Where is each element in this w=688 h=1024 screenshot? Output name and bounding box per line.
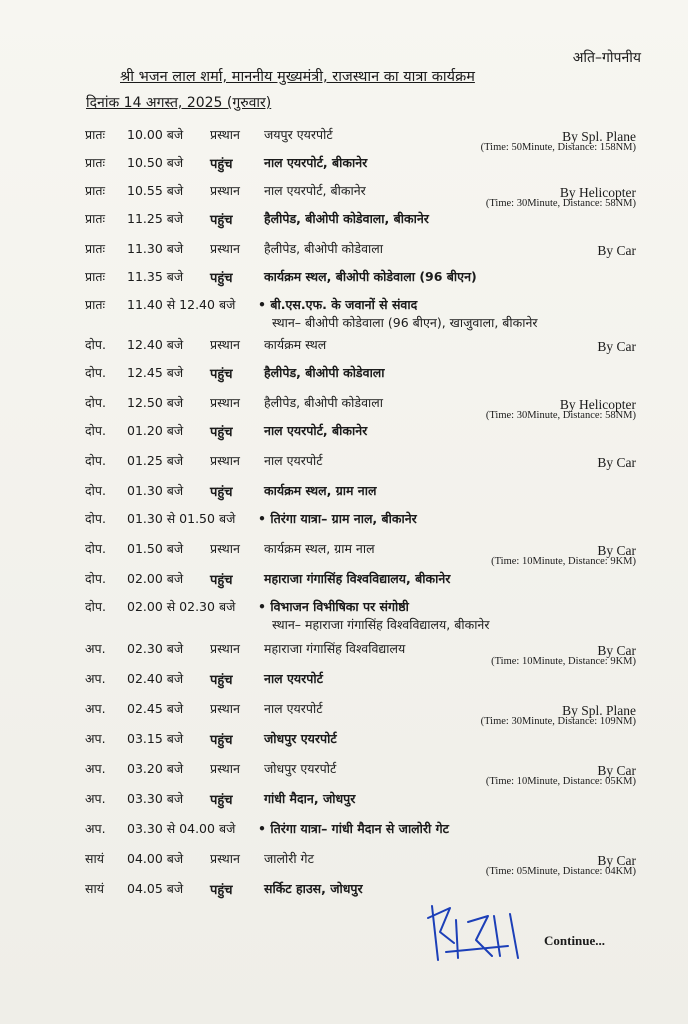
travel-details: (Time: 05Minute, Distance: 04KM) [485,866,636,877]
place-name: जयपुर एयरपोर्ट [264,127,333,142]
time-period: प्रातः [85,183,106,198]
action-type: प्रस्थान [210,183,240,198]
continue-label: Continue... [544,933,606,948]
place-name: कार्यक्रम स्थल, ग्राम नाल [264,483,377,498]
place-name: महाराजा गंगासिंह विश्वविद्यालय [264,641,406,656]
schedule-row [0,540,688,568]
place-name: नाल एयरपोर्ट, बीकानेर [264,183,366,198]
travel-details: (Time: 10Minute, Distance: 9KM) [491,556,636,567]
schedule-row [0,730,688,758]
action-type: पहुंच [210,157,233,172]
travel-mode: By Car [597,243,636,258]
travel-mode: By Spl. Plane [562,703,636,718]
place-name: महाराजा गंगासिंह विश्वविद्यालय, बीकानेर [264,571,451,586]
time-period: दोप. [85,511,106,526]
schedule-row [0,126,688,154]
time-value: 12.50 बजे [127,395,184,410]
time-period: अप. [85,791,106,806]
schedule-row [0,510,688,538]
time-value: 03.30 से 04.00 बजे [127,821,236,836]
schedule-row [0,598,688,632]
action-type: पहुंच [210,793,233,808]
schedule-row [0,700,688,728]
time-value: 03.20 बजे [127,761,184,776]
time-period: अप. [85,731,106,746]
time-period: दोप. [85,337,106,352]
action-type: प्रस्थान [210,761,240,776]
time-value: 10.55 बजे [127,183,184,198]
event-title: • विभाजन विभीषिका पर संगोष्ठी [258,599,409,614]
schedule-row [0,394,688,422]
schedule-row [0,482,688,510]
place-name: हैलीपेड, बीओपी कोडेवाला [264,395,383,410]
event-location: स्थान– बीओपी कोडेवाला (96 बीएन), खाजुवाला, बीकानेर [272,315,538,330]
time-value: 10.00 बजे [127,127,184,142]
event-title: • तिरंगा यात्रा– गांधी मैदान से जालोरी गेट [258,821,449,836]
action-type: पहुंच [210,485,233,500]
time-value: 02.00 से 02.30 बजे [127,599,236,614]
place-name: नाल एयरपोर्ट [264,671,323,686]
time-value: 02.00 बजे [127,571,184,586]
time-value: 12.40 बजे [127,337,184,352]
schedule-row [0,210,688,238]
travel-mode: By Car [597,853,636,868]
time-value: 03.15 बजे [127,731,184,746]
action-type: पहुंच [210,213,233,228]
action-type: प्रस्थान [210,541,240,556]
schedule-row [0,364,688,392]
time-value: 01.20 बजे [127,423,184,438]
travel-details: (Time: 10Minute, Distance: 05KM) [485,776,636,787]
place-name: जोधपुर एयरपोर्ट [264,731,337,746]
time-period: दोप. [85,423,106,438]
time-period: प्रातः [85,241,106,256]
event-location: स्थान– महाराजा गंगासिंह विश्वविद्यालय, बीकानेर [272,617,490,632]
time-period: अप. [85,761,106,776]
schedule-row [0,790,688,818]
action-type: पहुंच [210,425,233,440]
place-name: जालोरी गेट [264,851,314,866]
schedule-row [0,670,688,698]
schedule-row [0,452,688,480]
schedule-row [0,760,688,788]
place-name: हैलीपेड, बीओपी कोडेवाला [264,241,383,256]
schedule-row [0,570,688,598]
time-value: 02.45 बजे [127,701,184,716]
time-period: अप. [85,671,106,686]
time-period: दोप. [85,395,106,410]
place-name: गांधी मैदान, जोधपुर [264,791,356,806]
travel-details: (Time: 50Minute, Distance: 158NM) [480,142,636,153]
travel-mode: By Spl. Plane [562,129,636,144]
time-value: 04.00 बजे [127,851,184,866]
action-type: पहुंच [210,573,233,588]
action-type: प्रस्थान [210,241,240,256]
place-name: सर्किट हाउस, जोधपुर [264,881,363,896]
event-title: • तिरंगा यात्रा– ग्राम नाल, बीकानेर [258,511,417,526]
place-name: कार्यक्रम स्थल, ग्राम नाल [264,541,375,556]
schedule-row [0,296,688,330]
action-type: प्रस्थान [210,701,240,716]
travel-mode: By Car [597,543,636,558]
time-value: 01.30 बजे [127,483,184,498]
schedule-row [0,154,688,182]
time-period: दोप. [85,571,106,586]
time-value: 11.25 बजे [127,211,184,226]
time-value: 01.50 बजे [127,541,184,556]
action-type: प्रस्थान [210,395,240,410]
page-title: श्री भजन लाल शर्मा, माननीय मुख्यमंत्री, राजस्थान का यात्रा कार्यक्रम [120,69,475,85]
time-period: प्रातः [85,211,106,226]
time-period: अप. [85,701,106,716]
time-period: दोप. [85,483,106,498]
place-name: नाल एयरपोर्ट [264,453,323,468]
travel-mode: By Helicopter [559,397,636,412]
time-value: 12.45 बजे [127,365,184,380]
time-value: 01.25 बजे [127,453,184,468]
action-type: पहुंच [210,367,233,382]
action-type: पहुंच [210,733,233,748]
travel-details: (Time: 10Minute, Distance: 9KM) [491,656,636,667]
time-period: दोप. [85,365,106,380]
schedule-row [0,850,688,878]
time-value: 02.30 बजे [127,641,184,656]
document-date: दिनांक 14 अगस्त, 2025 (गुरुवार) [86,95,272,111]
time-value: 11.30 बजे [127,241,184,256]
travel-details: (Time: 30Minute, Distance: 58NM) [485,198,636,209]
place-name: कार्यक्रम स्थल, बीओपी कोडेवाला (96 बीएन) [264,269,477,284]
travel-mode: By Car [597,455,636,470]
place-name: हैलीपेड, बीओपी कोडेवाला, बीकानेर [264,211,429,226]
place-name: हैलीपेड, बीओपी कोडेवाला [264,365,385,380]
travel-details: (Time: 30Minute, Distance: 58NM) [485,410,636,421]
travel-details: (Time: 30Minute, Distance: 109NM) [480,716,636,727]
place-name: कार्यक्रम स्थल [264,337,327,352]
time-value: 03.30 बजे [127,791,184,806]
schedule-row [0,240,688,268]
place-name: नाल एयरपोर्ट, बीकानेर [264,155,368,170]
time-value: 01.30 से 01.50 बजे [127,511,236,526]
signature-icon [420,898,530,978]
travel-mode: By Car [597,643,636,658]
time-period: दोप. [85,541,106,556]
time-period: प्रातः [85,127,106,142]
place-name: नाल एयरपोर्ट [264,701,323,716]
action-type: प्रस्थान [210,127,240,142]
time-period: सायं [85,881,104,896]
travel-mode: By Helicopter [559,185,636,200]
action-type: पहुंच [210,673,233,688]
time-period: दोप. [85,453,106,468]
schedule-row [0,640,688,668]
action-type: प्रस्थान [210,641,240,656]
schedule-row [0,820,688,848]
time-period: अप. [85,641,106,656]
time-value: 02.40 बजे [127,671,184,686]
schedule-row [0,422,688,450]
travel-mode: By Car [597,339,636,354]
action-type: प्रस्थान [210,337,240,352]
event-title: • बी.एस.एफ. के जवानों से संवाद [258,297,418,312]
time-period: अप. [85,821,106,836]
place-name: नाल एयरपोर्ट, बीकानेर [264,423,368,438]
action-type: प्रस्थान [210,851,240,866]
time-period: प्रातः [85,269,106,284]
travel-mode: By Car [597,763,636,778]
schedule-row [0,880,688,908]
time-value: 11.35 बजे [127,269,184,284]
time-value: 04.05 बजे [127,881,184,896]
time-period: दोप. [85,599,106,614]
time-value: 10.50 बजे [127,155,184,170]
classification-label: अति–गोपनीय [572,50,641,66]
action-type: प्रस्थान [210,453,240,468]
schedule-row [0,268,688,296]
time-value: 11.40 से 12.40 बजे [127,297,236,312]
schedule-row [0,182,688,210]
place-name: जोधपुर एयरपोर्ट [264,761,337,776]
schedule-row [0,336,688,364]
action-type: पहुंच [210,883,233,898]
time-period: सायं [85,851,104,866]
time-period: प्रातः [85,297,106,312]
time-period: प्रातः [85,155,106,170]
action-type: पहुंच [210,271,233,286]
